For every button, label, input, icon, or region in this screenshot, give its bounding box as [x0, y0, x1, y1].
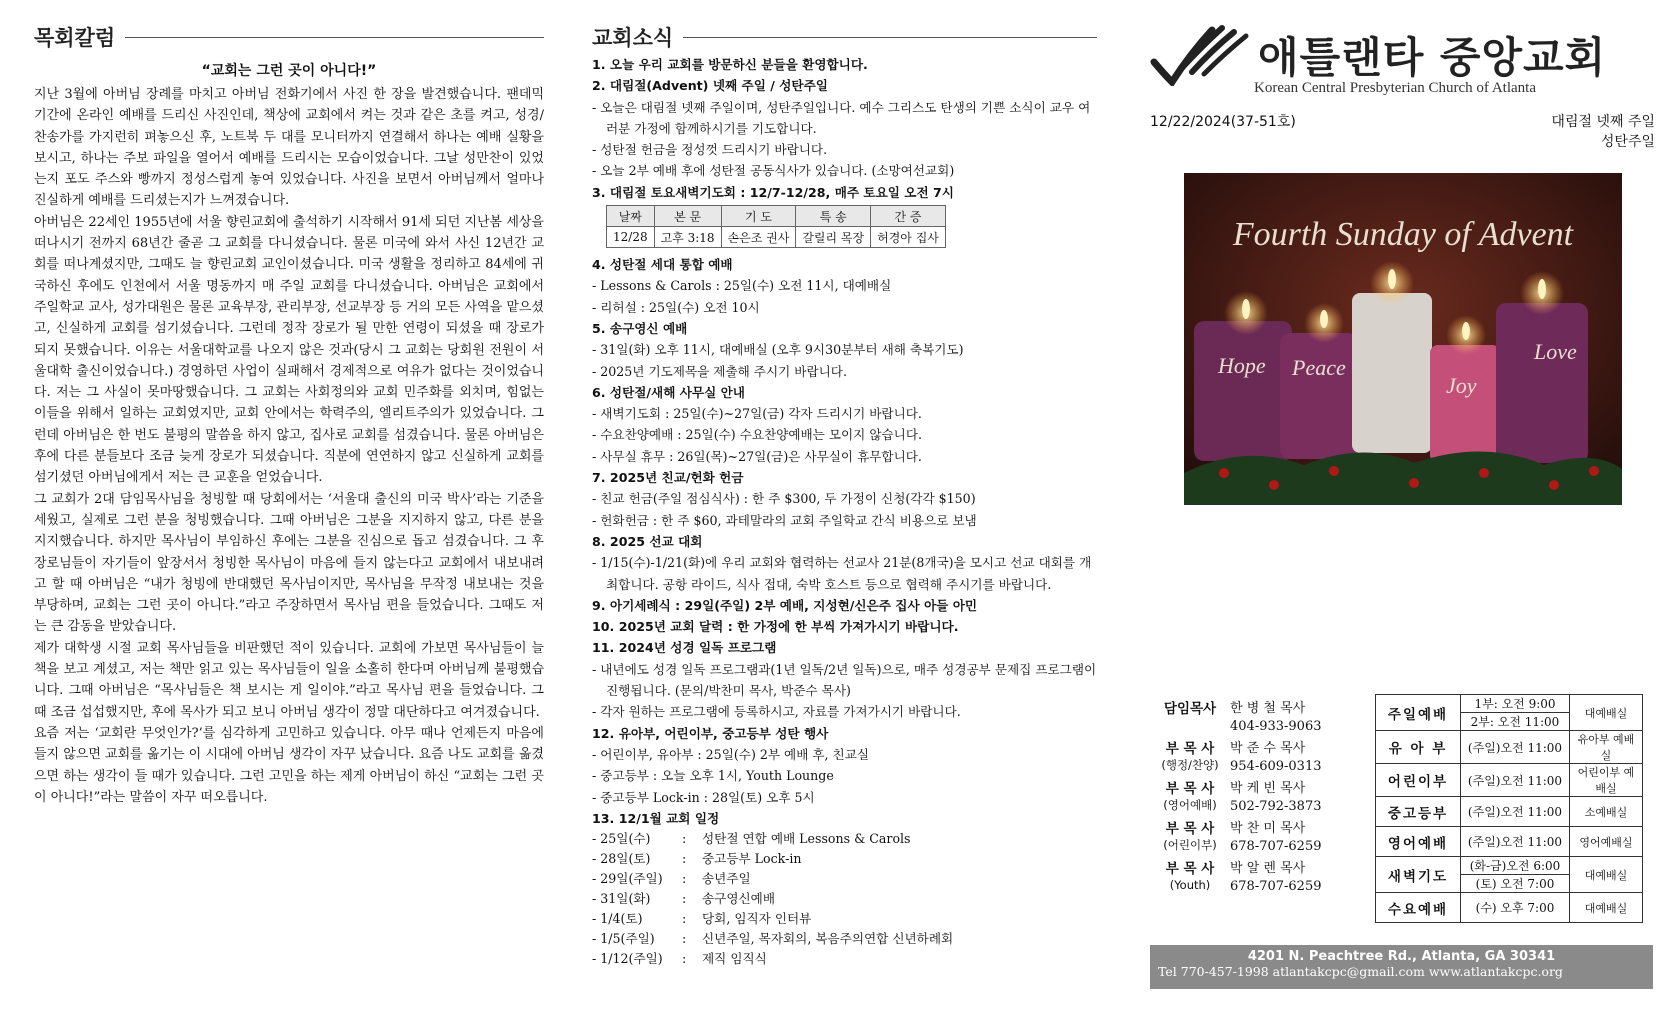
service-time: (주일)오전 11:00 — [1461, 731, 1570, 764]
church-logo — [1150, 24, 1655, 86]
staff-entry — [1150, 700, 1340, 736]
news-item-title: 11. 2024년 성경 일독 프로그램 — [592, 640, 777, 656]
staff-role — [1150, 700, 1230, 736]
calendar-date: - 1/4(토) — [592, 911, 643, 927]
candle-label-joy: Joy — [1445, 373, 1477, 398]
sched-header: 간 증 — [871, 206, 946, 227]
sched-cell: 12/28 — [607, 227, 655, 248]
church-address: 4201 N. Peachtree Rd., Atlanta, GA 30341 — [1247, 949, 1556, 964]
service-place: 영어예배실 — [1570, 827, 1643, 857]
news-item-line: - 어린이부, 유아부 : 25일(수) 2부 예배 후, 친교실 — [592, 746, 870, 762]
heading-rule — [125, 37, 544, 38]
service-name: 어린이부 — [1376, 764, 1461, 797]
pastoral-column-heading — [34, 20, 544, 54]
staff-name: 박 케 빈 목사 — [1230, 781, 1306, 796]
sched-cell: 갈릴리 목장 — [796, 227, 871, 248]
calendar-colon: : — [682, 891, 687, 907]
staff-role — [1150, 820, 1230, 856]
news-item-line: - 내년에도 성경 일독 프로그램과(1년 일독/2년 일독)으로, 매주 성경공부 문제집 프로그램이 진행됩니다. (문의/박찬미 목사, 박준수 목사) — [592, 661, 1097, 699]
column-paragraph: 그 교회가 2대 담임목사님을 청빙할 때 당회에서는 ‘서울대 출신의 미국 박사’라는 기준을 세웠고, 실제로 그런 분을 청빙했습니다. 그때 아버님은 그분을 지지하지 않고, 다른 분을 지지했습니다. 하지만 목사님이 부임하신 후에는 그분을 진심으로 돕고 섬겼습니다. 그 후 장로님들이 자기들이 앞장서서 청빙한 목사님이 마음에 들지 않는다고 교회에서 내보내려고 할 때 아버님은 “내가 청빙에 반대했던 목사님이지만, 목사님을 무작정 내보내는 것을 부당하며, 교회는 그런 곳이 아니다.”라고 주장하면서 목사님 편을 들었습니다. 그때도 저는 큰 감동을 받았습니다. — [34, 491, 544, 635]
staff-name: 한 병 철 목사 — [1230, 701, 1306, 716]
candle-label-love: Love — [1533, 339, 1577, 364]
staff-list — [1150, 700, 1340, 900]
service-place: 소예배실 — [1570, 797, 1643, 827]
staff-entry — [1150, 740, 1340, 776]
footer-contact — [1150, 945, 1653, 989]
column-body — [34, 84, 544, 808]
calendar-entry — [592, 849, 1097, 869]
staff-name: 박 알 렌 목사 — [1230, 861, 1306, 876]
news-item-title: 10. 2025년 교회 달력 : 한 가정에 한 부씩 가져가시기 바랍니다. — [592, 619, 959, 635]
calendar-event: 성탄절 연합 예배 Lessons & Carols — [702, 831, 911, 847]
news-item-title: 5. 송구영신 예배 — [592, 320, 688, 336]
advent-candles-image — [1184, 173, 1622, 505]
news-item — [592, 54, 1097, 75]
staff-entry — [1150, 820, 1340, 856]
candle-label-peace: Peace — [1291, 355, 1346, 380]
service-name: 유 아 부 — [1376, 731, 1461, 764]
calendar-colon: : — [682, 911, 687, 927]
staff-person — [1230, 740, 1322, 776]
service-time: (주일)오전 11:00 — [1461, 797, 1570, 827]
service-time: 2부: 오전 11:00 — [1461, 713, 1570, 731]
calendar-event: 송년주일 — [702, 871, 751, 887]
staff-role-title: 담임목사 — [1163, 701, 1217, 717]
news-item-line: - 오늘은 대림절 넷째 주일이며, 성탄주일입니다. 예수 그리스도 탄생의 기쁜 소식이 교우 여러분 가정에 함께하시기를 기도합니다. — [592, 99, 1091, 136]
calendar-date: - 31일(화) — [592, 891, 651, 907]
news-item-line: - 오늘 2부 예배 후에 성탄절 공동식사가 있습니다. (소망여선교회) — [592, 163, 955, 179]
staff-role — [1150, 740, 1230, 776]
news-list — [592, 54, 1097, 203]
church-calendar — [592, 829, 1097, 969]
calendar-colon: : — [682, 831, 687, 847]
calendar-event: 송구영신예배 — [702, 891, 775, 907]
calendar-date: - 29일(주일) — [592, 871, 663, 887]
news-item-line: - 수요찬양예배 : 25일(수) 수요찬양예배는 모이지 않습니다. — [592, 427, 923, 443]
calendar-colon: : — [682, 951, 687, 967]
calendar-date: - 1/5(주일) — [592, 931, 655, 947]
staff-phone: 954-609-0313 — [1230, 759, 1322, 774]
news-item — [592, 723, 1097, 808]
church-name-en: Korean Central Presbyterian Church of Atlanta — [1254, 80, 1536, 96]
sunday-title — [1551, 111, 1655, 151]
news-item-title: 4. 성탄절 세대 통합 예배 — [592, 257, 733, 273]
news-item-title: 7. 2025년 친교/헌화 헌금 — [592, 470, 744, 486]
news-item-line: - 중고등부 Lock-in : 28일(토) 오후 5시 — [592, 789, 815, 805]
staff-role-sub: (행정/찬양) — [1161, 758, 1219, 772]
staff-entry — [1150, 780, 1340, 816]
service-name: 중고등부 — [1376, 797, 1461, 827]
dawn-prayer-table — [606, 205, 946, 248]
staff-name: 박 준 수 목사 — [1230, 741, 1306, 756]
staff-role-title: 부 목 사 — [1165, 861, 1215, 877]
calendar-colon: : — [682, 871, 687, 887]
sunday-line2: 성탄주일 — [1600, 134, 1655, 150]
staff-phone: 404-933-9063 — [1230, 719, 1322, 734]
service-times-table — [1375, 694, 1643, 923]
news-item-line: - 친교 헌금(주일 점심식사) : 한 주 $300, 두 가정이 신청(각각 $150) — [592, 491, 976, 507]
service-time: (화-금)오전 6:00 — [1461, 857, 1570, 875]
issue-dateline — [1150, 111, 1655, 151]
column-paragraph: 요즘 저는 ‘교회란 무엇인가?’를 심각하게 고민하고 있습니다. 아무 때나 언제든지 마음에 들지 않으면 교회를 옮기는 이 시대에 아버님 생각이 자꾸 났습니다. 요즘 나도 교회를 옮겼으면 하는 생각이 들 때가 있습니다. 그런 고민을 하는 제게 아버님이 하신 “교회는 그런 곳이 아니다!”라는 말씀이 자꾸 떠오릅니다. — [34, 725, 544, 805]
calendar-date: - 25일(수) — [592, 831, 651, 847]
staff-phone: 502-792-3873 — [1230, 799, 1322, 814]
calendar-date: - 28일(토) — [592, 851, 651, 867]
news-item-title: 12. 유아부, 어린이부, 중고등부 성탄 행사 — [592, 725, 829, 741]
sched-cell: 고후 3:18 — [654, 227, 721, 248]
news-item — [592, 808, 1097, 829]
service-time: 1부: 오전 9:00 — [1461, 695, 1570, 713]
news-item — [592, 75, 1097, 181]
service-row — [1376, 827, 1643, 857]
calendar-entry — [592, 949, 1097, 969]
news-item-title: 9. 아기세례식 : 29일(주일) 2부 예배, 지성현/신은주 집사 아들 아민 — [592, 597, 978, 613]
column-paragraph: 지난 3월에 아버님 장례를 마치고 아버님 전화기에서 사진 한 장을 발견했습니다. 팬데믹 기간에 온라인 예배를 드리신 사진인데, 책상에 교회에서 켜는 것과 같은 초를 켜고, 성경/찬송가를 가지런히 펴놓으신 후, 노트북 두 대를 모니터까지 연결해서 하나는 예배 실황을 보시고, 하나는 주보 파일을 열어서 예배를 드리시는 모습이었습니다. 그날 성만찬이 있었는지 포도 주스와 빵까지 정성스럽게 놓여 있었습니다. 사진을 보면서 아버님께서 얼마나 진실하게 예배를 드리셨는지가 느껴졌습니다. — [34, 87, 544, 209]
service-row — [1376, 857, 1643, 875]
service-row — [1376, 731, 1643, 764]
staff-person — [1230, 780, 1322, 816]
pastoral-column — [34, 20, 544, 808]
staff-role-sub: (영어예배) — [1163, 798, 1217, 812]
news-item-line: - 1/15(수)-1/21(화)에 우리 교회와 협력하는 선교사 21분(8개국)을 모시고 선교 대회를 개최합니다. 공항 라이드, 식사 접대, 숙박 호스트 등으로 협력해 주시기를 바랍니다. — [592, 555, 1092, 592]
sched-header: 기 도 — [721, 206, 796, 227]
service-name: 수요예배 — [1376, 893, 1461, 923]
news-item-line: - 리허설 : 25일(수) 오전 10시 — [592, 299, 760, 315]
calendar-colon: : — [682, 851, 687, 867]
news-item — [592, 382, 1097, 467]
church-contact: Tel 770-457-1998 atlantakcpc@gmail.com www.atlantakcpc.org — [1158, 964, 1563, 979]
sched-cell: 손은조 권사 — [721, 227, 796, 248]
news-item — [592, 467, 1097, 531]
news-item — [592, 318, 1097, 382]
staff-person — [1230, 860, 1322, 896]
news-item-title: 13. 12/1월 교회 일정 — [592, 810, 720, 826]
staff-person — [1230, 820, 1322, 856]
candle-label-hope: Hope — [1217, 353, 1266, 378]
church-news — [592, 20, 1097, 969]
column-paragraph: 아버님은 22세인 1955년에 서울 향린교회에 출석하기 시작해서 91세 되던 지난봄 세상을 떠나시기 전까지 68년간 줄곧 그 교회를 다니셨습니다. 물론 미국에 와서 사신 12년간 교회를 떠나계셨지만, 그때도 늘 향린교회 교인이셨습니다. 미국 생활을 정리하고 84세에 귀국하신 후에도 인천에서 서울 명동까지 매 주일 교회를 다니셨습니다. 아버님은 교회에서 주일학교 교사, 성가대원은 물론 교육부장, 관리부장, 선교부장 등 거의 모든 사역을 맡으셨고, 신실하게 교회를 섬기셨습니다. 그런데 정작 장로가 될 만한 연령이 되셨을 때 장로가 되지 못했습니다. 이유는 서울대학교를 나오지 않은 것과(당시 그 교회는 당회원 전원이 서울대학 출신이었습니다.) 경영하던 사업이 실패해서 경제적으로 여유가 없다는 것이었습니다. 저는 그 사실이 못마땅했습니다. 그 교회는 사회정의와 교회 민주화를 외치며, 힘없는 이들을 위해서 일하는 교회였지만, 교회 안에서는 학력주의, 엘리트주의가 있었습니다. 그런데 아버님은 한 번도 불평의 말씀을 하지 않고, 집사로 교회를 섬겼습니다. 물론 아버님은 후에 다른 분들보다 조금 늦게 장로가 되셨습니다. 직분에 연연하지 않고 신실하게 교회를 섬기셨던 아버님에게서 저는 큰 교훈을 얻었습니다. — [34, 214, 544, 486]
news-item-title: 1. 오늘 우리 교회를 방문하신 분들을 환영합니다. — [592, 57, 868, 72]
service-row — [1376, 797, 1643, 827]
service-place: 유아부 예배실 — [1570, 731, 1643, 764]
news-item-line: - 중고등부 : 오늘 오후 1시, Youth Lounge — [592, 768, 834, 784]
staff-phone: 678-707-6259 — [1230, 839, 1322, 854]
sched-cell: 허경아 집사 — [871, 227, 946, 248]
news-item-title: 3. 대림절 토요새벽기도회 : 12/7-12/28, 매주 토요일 오전 7시 — [592, 184, 954, 200]
calendar-event: 당회, 임직자 인터뷰 — [702, 911, 812, 927]
church-emblem-icon — [1150, 24, 1250, 86]
news-item — [592, 616, 1097, 637]
column-title: “교회는 그런 곳이 아니다!” — [201, 63, 377, 79]
news-item — [592, 254, 1097, 318]
calendar-event: 중고등부 Lock-in — [702, 851, 802, 867]
staff-role-title: 부 목 사 — [1165, 821, 1215, 837]
service-time: (주일)오전 11:00 — [1461, 827, 1570, 857]
news-item-line: - 31일(화) 오후 11시, 대예배실 (오후 9시30분부터 새해 축복기도) — [592, 342, 964, 358]
news-item-line: - 각자 원하는 프로그램에 등록하시고, 자료를 가져가시기 바랍니다. — [592, 704, 961, 720]
column-paragraph: 제가 대학생 시절 교회 목사님들을 비판했던 적이 있습니다. 교회에 가보면 목사님들이 늘 책을 보고 계셨고, 저는 책만 읽고 있는 목사님들이 일을 소홀히 한다며 아버님께 불평했습니다. 그때 아버님은 “목사님들은 책 보시는 게 일이야.”라고 목사님 편을 들었습니다. 그때 조금 섭섭했지만, 후에 목사가 되고 보니 아버님 생각이 정말 대단하다고 여겨졌습니다. — [34, 640, 544, 720]
calendar-colon: : — [682, 931, 687, 947]
service-place: 대예배실 — [1570, 857, 1643, 893]
staff-role — [1150, 780, 1230, 816]
service-place: 어린이부 예배실 — [1570, 764, 1643, 797]
staff-role-title: 부 목 사 — [1165, 741, 1215, 757]
news-item — [592, 182, 1097, 203]
calendar-entry — [592, 929, 1097, 949]
news-item-line: - 사무실 휴무 : 26일(목)~27일(금)은 사무실이 휴무합니다. — [592, 448, 922, 464]
news-item-line: - 2025년 기도제목을 제출해 주시기 바랍니다. — [592, 363, 847, 379]
service-name: 주일예배 — [1376, 695, 1461, 731]
service-time: (수) 오후 7:00 — [1461, 893, 1570, 923]
news-item-line: - 헌화헌금 : 한 주 $60, 과테말라의 교회 주일학교 간식 비용으로 보냄 — [592, 512, 977, 528]
staff-name: 박 찬 미 목사 — [1230, 821, 1306, 836]
service-time: (주일)오전 11:00 — [1461, 764, 1570, 797]
news-item-line: - 성탄절 헌금을 정성껏 드리시기 바랍니다. — [592, 142, 828, 158]
service-row — [1376, 893, 1643, 923]
heading-text: 목회칼럼 — [34, 26, 116, 50]
calendar-entry — [592, 909, 1097, 929]
staff-role-sub: (어린이부) — [1163, 838, 1217, 852]
heading-text: 교회소식 — [592, 26, 674, 50]
news-item — [592, 531, 1097, 595]
service-row — [1376, 764, 1643, 797]
news-item-title: 6. 성탄절/새해 사무실 안내 — [592, 384, 745, 400]
calendar-event: 신년주일, 목자회의, 복음주의연합 신년하례회 — [702, 931, 954, 947]
sched-header: 날짜 — [607, 206, 655, 227]
calendar-event: 제직 임직식 — [702, 951, 767, 967]
staff-role-sub: (Youth) — [1169, 878, 1211, 892]
news-item — [592, 595, 1097, 616]
news-item-title: 8. 2025 선교 대회 — [592, 533, 703, 549]
issue-number: 12/22/2024(37-51호) — [1150, 114, 1296, 130]
service-place: 대예배실 — [1570, 695, 1643, 731]
news-item — [592, 637, 1097, 722]
service-time: (토) 오전 7:00 — [1461, 875, 1570, 893]
calendar-entry — [592, 889, 1097, 909]
masthead-column — [1150, 20, 1655, 918]
sched-header: 본 문 — [654, 206, 721, 227]
news-item-line: - Lessons & Carols : 25일(수) 오전 11시, 대예배실 — [592, 278, 892, 294]
sunday-line1: 대림절 넷째 주일 — [1551, 114, 1655, 130]
staff-person — [1230, 700, 1322, 736]
service-name: 새벽기도 — [1376, 857, 1461, 893]
image-caption: Fourth Sunday of Advent — [1232, 216, 1573, 253]
news-list-2 — [592, 254, 1097, 829]
sched-header: 특 송 — [796, 206, 871, 227]
calendar-entry — [592, 829, 1097, 849]
staff-entry — [1150, 860, 1340, 896]
service-place: 대예배실 — [1570, 893, 1643, 923]
calendar-date: - 1/12(주일) — [592, 951, 663, 967]
staff-phone: 678-707-6259 — [1230, 879, 1322, 894]
news-item-line: - 새벽기도회 : 25일(수)~27일(금) 각자 드리시기 바랍니다. — [592, 406, 922, 422]
church-news-heading — [592, 20, 1097, 54]
staff-role-title: 부 목 사 — [1165, 781, 1215, 797]
staff-role — [1150, 860, 1230, 896]
news-item-title: 2. 대림절(Advent) 넷째 주일 / 성탄주일 — [592, 78, 828, 94]
service-row — [1376, 695, 1643, 713]
church-name-kr: 애틀랜타 중앙교회 — [1258, 33, 1607, 82]
heading-rule — [683, 37, 1097, 38]
calendar-entry — [592, 869, 1097, 889]
service-name: 영어예배 — [1376, 827, 1461, 857]
